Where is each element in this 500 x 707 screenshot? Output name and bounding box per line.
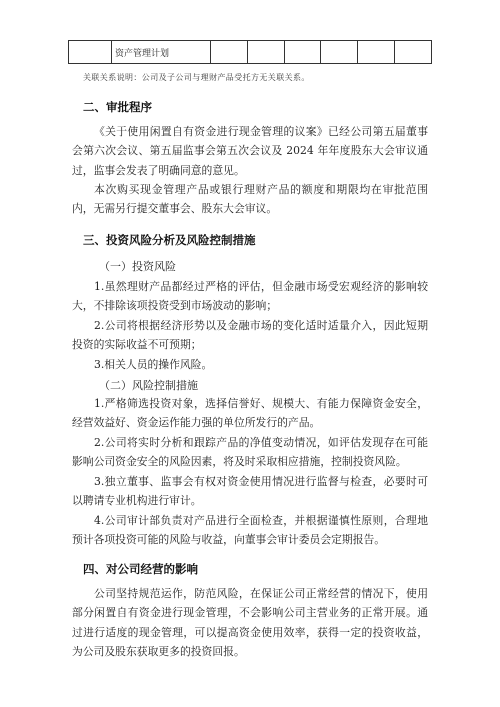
paragraph: 2.公司将根据经济形势以及金融市场的变化适时适量介入，因此短期投资的实际收益不可预期； — [72, 319, 428, 352]
subsection-heading-investment-risk: （一）投资风险 — [99, 260, 176, 273]
paragraph: 2.公司将实时分析和跟踪产品的净值变动情况，如评估发现存在可能影响公司资金安全的风险因素，将及时采取相应措施，控制投资风险。 — [72, 436, 428, 469]
paragraph: 1.虽然理财产品都经过严格的评估，但金融市场受宏观经济的影响较大，不排除该项投资受到市场波动的影响； — [72, 280, 428, 313]
paragraph: 3.相关人员的操作风险。 — [94, 358, 213, 371]
paragraph: 3.独立董事、监事会有权对资金使用情况进行监督与检查，必要时可以聘请专业机构进行审计。 — [72, 475, 428, 508]
table-cell — [395, 41, 432, 64]
product-table-fragment — [68, 40, 432, 64]
table-cell — [247, 41, 284, 64]
section-heading-risk: 三、投资风险分析及风险控制措施 — [83, 233, 256, 247]
table-cell — [69, 41, 112, 64]
paragraph: 公司坚持规范运作，防范风险，在保证公司正常经营的情况下，使用部分闲置自有资金进行现金管理，不会影响公司主营业务的正常开展。通过进行适度的现金管理，可以提高资金使用效率，获得一定的投资收益，为公司及股东获取更多的投资回报。 — [72, 587, 428, 659]
section-heading-impact: 四、对公司经营的影响 — [83, 562, 198, 576]
paragraph: 1.严格筛选投资对象，选择信誉好、规模大、有能力保障资金安全，经营效益好、资金运作能力强的单位所发行的产品。 — [72, 397, 428, 430]
section-heading-approval: 二、审批程序 — [83, 100, 152, 114]
table-cell — [358, 41, 395, 64]
paragraph: 4.公司审计部负责对产品进行全面检查，并根据谨慎性原则，合理地预计各项投资可能的风险与收益，向董事会审计委员会定期报告。 — [72, 514, 428, 547]
table-cell — [284, 41, 321, 64]
table-cell-product-type: 资产管理计划 — [112, 41, 211, 64]
table-cell — [321, 41, 358, 64]
subsection-heading-risk-control: （二）风险控制措施 — [99, 379, 198, 392]
related-party-note: 关联关系说明：公司及子公司与理财产品受托方无关联关系。 — [83, 73, 310, 82]
paragraph: 《关于使用闲置自有资金进行现金管理的议案》已经公司第五届董事会第六次会议、第五届监事会第五次会议及 2024 年年度股东大会审议通过，监事会发表了明确同意的意见。 — [72, 125, 428, 177]
paragraph: 本次购买现金管理产品或银行理财产品的额度和期限均在审批范围内，无需另行提交董事会、股东大会审议。 — [72, 183, 428, 216]
table-row — [69, 41, 432, 64]
table-cell — [211, 41, 248, 64]
